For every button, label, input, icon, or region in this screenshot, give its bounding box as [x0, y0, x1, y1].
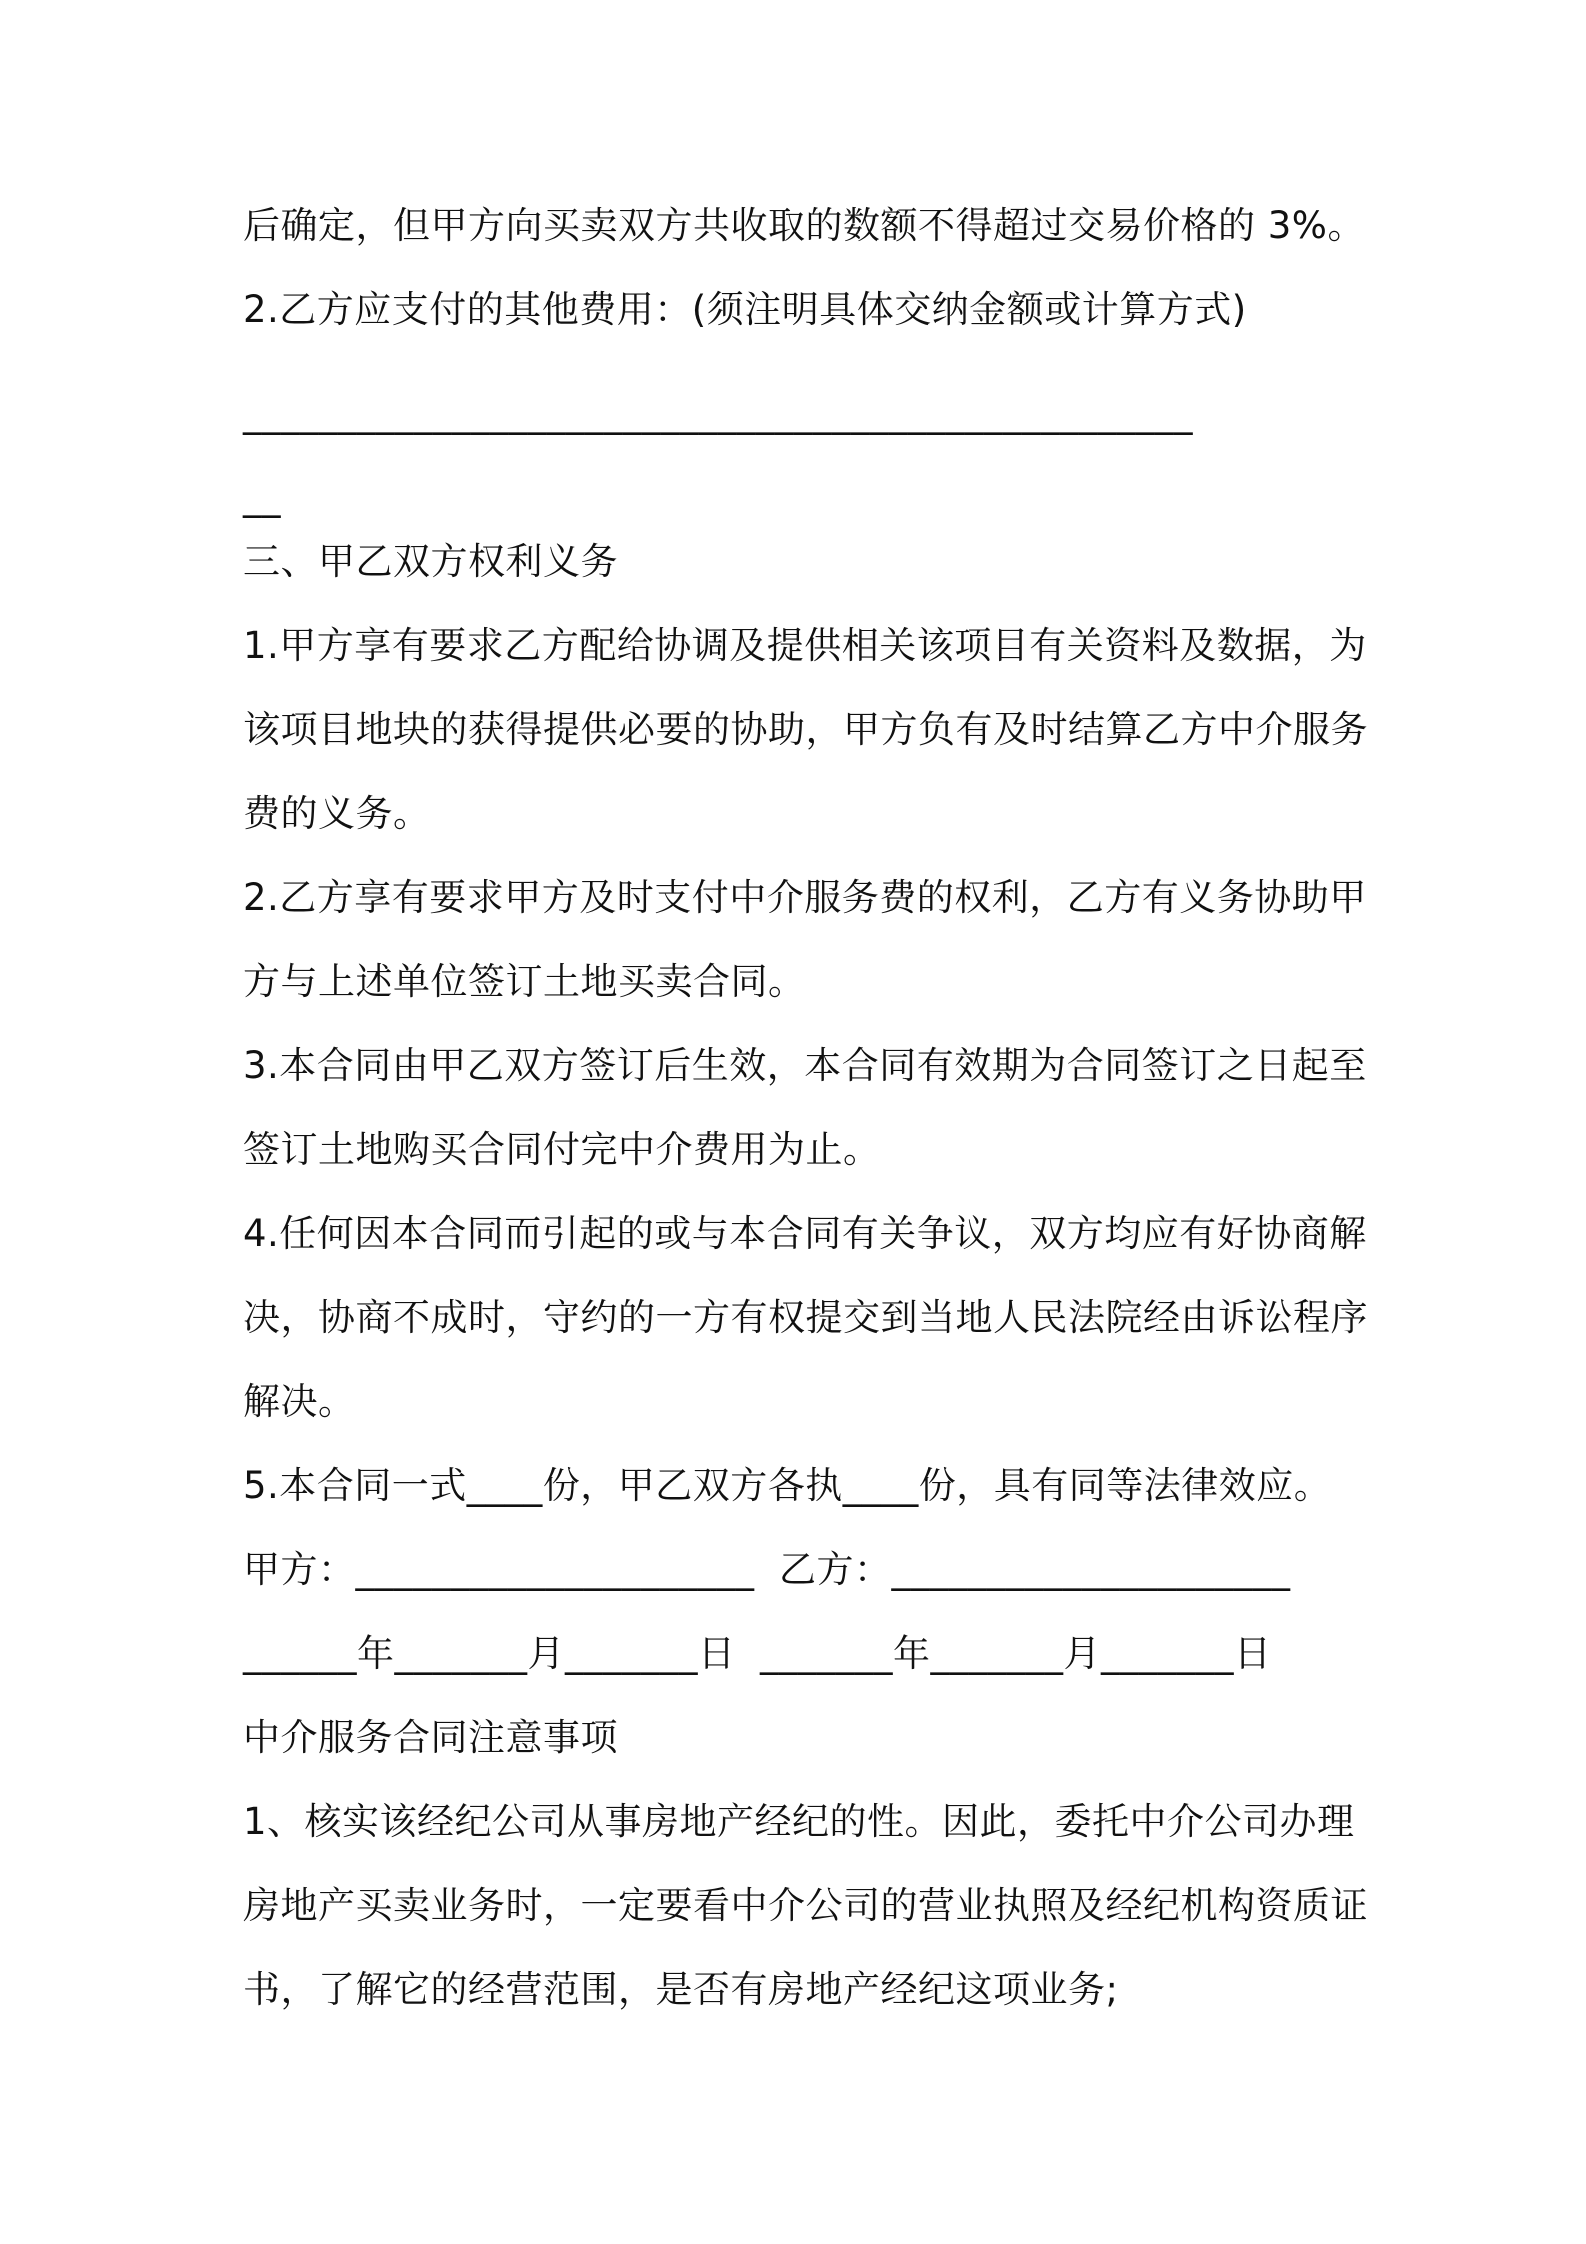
blank-underline: __ [243, 475, 281, 518]
section-heading: 中介服务合同注意事项 [243, 1716, 618, 1759]
signature-date-line: ______年_______月_______日 _______年_______月_______日 [243, 1632, 1272, 1675]
text-line: 1.甲方享有要求乙方配给协调及提供相关该项目有关资料及数据，为 [243, 624, 1367, 667]
text-line: 5.本合同一式____份，甲乙双方各执____份，具有同等法律效应。 [243, 1464, 1332, 1507]
blank-underline: __________________________________________________ [243, 392, 1193, 435]
text-line: 签订土地购买合同付完中介费用为止。 [243, 1128, 881, 1171]
text-line: 4.任何因本合同而引起的或与本合同有关争议，双方均应有好协商解 [243, 1212, 1367, 1255]
text-line: 3.本合同由甲乙双方签订后生效，本合同有效期为合同签订之日起至 [243, 1044, 1367, 1087]
text-line: 解决。 [243, 1380, 356, 1423]
text-line: 2.乙方应支付的其他费用：(须注明具体交纳金额或计算方式) [243, 288, 1247, 331]
text-line: 1、核实该经纪公司从事房地产经纪的性。因此，委托中介公司办理 [243, 1800, 1355, 1843]
text-line: 2.乙方享有要求甲方及时支付中介服务费的权利，乙方有义务协助甲 [243, 876, 1367, 919]
text-line: 该项目地块的获得提供必要的协助，甲方负有及时结算乙方中介服务 [243, 708, 1368, 751]
text-line: 后确定，但甲方向买卖双方共收取的数额不得超过交易价格的 3%。 [243, 204, 1365, 247]
signature-parties-line: 甲方：_____________________ 乙方：_____________________ [243, 1548, 1291, 1591]
text-line: 决，协商不成时，守约的一方有权提交到当地人民法院经由诉讼程序 [243, 1296, 1368, 1339]
section-heading: 三、甲乙双方权利义务 [243, 540, 618, 583]
text-line: 方与上述单位签订土地买卖合同。 [243, 960, 806, 1003]
text-line: 书，了解它的经营范围，是否有房地产经纪这项业务; [243, 1968, 1119, 2011]
text-line: 房地产买卖业务时，一定要看中介公司的营业执照及经纪机构资质证 [243, 1884, 1368, 1927]
text-line: 费的义务。 [243, 792, 431, 835]
